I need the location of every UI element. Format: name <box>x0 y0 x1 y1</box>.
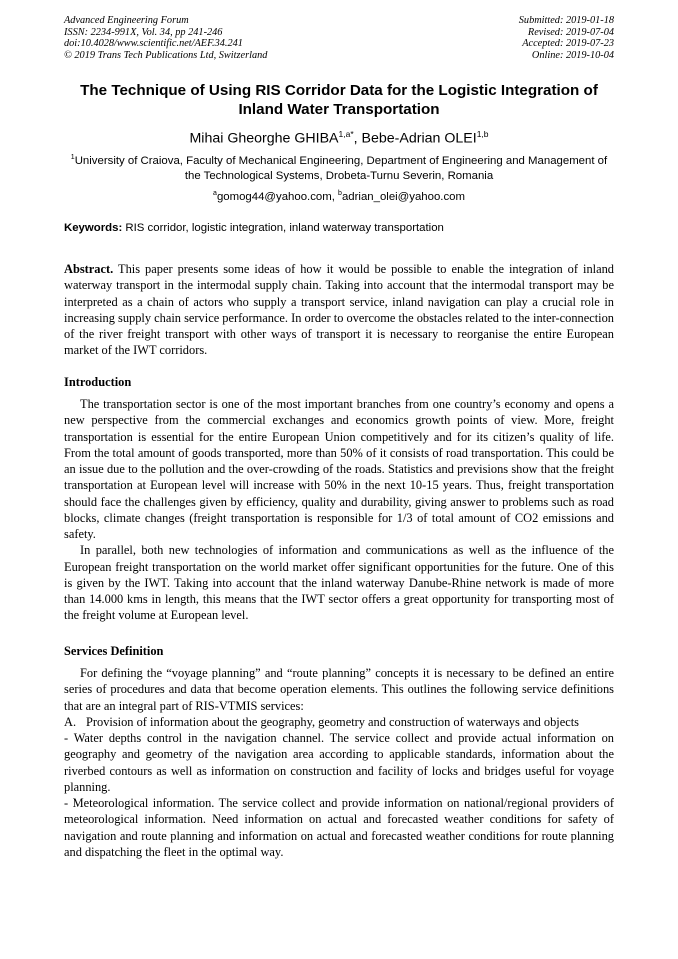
item-a-text: Provision of information about the geography, geometry and construction of waterways and objects <box>86 714 579 729</box>
services-paragraph-1: For defining the “voyage planning” and “route planning” concepts it is necessary to be defined an entire series of procedures and data that become operation elements. This outlines the following service definitions that are an integral part of RIS-VTMIS services: <box>64 666 614 713</box>
email-b: adrian_olei@yahoo.com <box>341 190 465 203</box>
abstract-text: This paper presents some ideas of how it would be possible to enable the integration of inland waterway transport in the intermodal supply chain. Taking into account that the intermodal transport may be interpreted as a chain of actors who supply a transport service, inland navigation can play a crucial role in increasing supply chain service performance. In order to overcome the obstacles related to the inter-connection of the river freight transport with other ways of transport it is necessary to reorganise the entire European market of the IWT corridors. <box>64 262 614 358</box>
services-item-a <box>64 714 614 730</box>
abstract-label: Abstract. <box>64 262 114 276</box>
email-b-mark: b <box>338 190 342 197</box>
journal-issn: ISSN: 2234-991X, Vol. 34, pp 241-246 <box>64 26 223 38</box>
author-emails <box>64 186 614 205</box>
date-online: Online: 2019-10-04 <box>531 49 614 61</box>
date-submitted: Submitted: 2019-01-18 <box>518 15 614 26</box>
services-heading: Services Definition <box>64 644 164 658</box>
author-1: Mihai Gheorghe GHIBA <box>189 130 339 147</box>
email-a: gomog44@yahoo.com, <box>216 190 339 203</box>
date-revised: Revised: 2019-07-04 <box>527 26 614 38</box>
paper-title: The Technique of Using RIS Corridor Data for the Logistic Integration of Inland Water Transportation <box>80 82 598 118</box>
services-body <box>64 665 614 860</box>
journal-copyright: © 2019 Trans Tech Publications Ltd, Switzerland <box>64 49 268 61</box>
author-2-affil-mark: 1,b <box>476 129 489 139</box>
introduction-heading: Introduction <box>64 375 132 389</box>
journal-info <box>64 15 267 61</box>
introduction-body <box>64 396 614 624</box>
affiliation <box>64 150 614 185</box>
journal-doi: doi:10.4028/www.scientific.net/AEF.34.241 <box>64 38 243 50</box>
introduction-paragraph-1: The transportation sector is one of the most important branches from one country’s economy and opens a new perspective from the commercial exchanges and economics growth points of view. More, freight transportation is essential for the entire European Union competitively and for its citizen’s quality of life. From the total amount of goods transported, more than 50% of it consists of road transportation. This could be an issue due to the pollution and the over-crowding of the roads. Statistics and previsions show that the freight transportation at European level will increase with 50% in the next 10-15 years. Thus, freight transportation should face the challenges given by efficiency, quality and durability, giving answer to problems such as road blocks, climate changes (freight transportation is responsible for 1/3 of total amount of CO2 emissions and safety. <box>64 397 614 541</box>
publication-dates <box>519 15 614 61</box>
author-1-affil-mark: 1,a* <box>338 129 354 139</box>
keywords-text: RIS corridor, logistic integration, inland waterway transportation <box>122 222 444 234</box>
affiliation-text: University of Craiova, Faculty of Mechanical Engineering, Department of Engineering and Management of the Technological Systems, Drobeta-Turnu Severin, Romania <box>74 154 608 183</box>
email-a-mark: a <box>213 190 217 197</box>
services-item-water-depths: - Water depths control in the navigation channel. The service collect and provide actual information on geography and geometry of the navigation area according to applicable standards, information about the riverbed contours as well as information on construction and facility of locks and bridges useful for voyage planning. <box>64 731 614 794</box>
item-a-label: A. <box>64 714 77 729</box>
abstract <box>64 261 614 359</box>
keywords-label: Keywords: <box>64 222 123 234</box>
keywords <box>64 221 614 236</box>
journal-name: Advanced Engineering Forum <box>64 15 189 26</box>
author-2: Bebe-Adrian OLEI <box>361 130 477 147</box>
services-item-meteorological: - Meteorological information. The service collect and provide information on national/regional providers of meteorological information. Need information on actual and forecasted weather conditions for safety of navigation and route planning and information on actual and forecasted weather conditions for route planning and dispatching the fleet in the optimal way. <box>64 796 614 859</box>
author-line <box>64 125 614 148</box>
author-separator: , <box>353 130 362 147</box>
introduction-paragraph-2: In parallel, both new technologies of information and communications as well as the influence of the European freight transportation on the world market offer significant opportunities for the future. One of this is given by the IWT. Taking into account that the inland waterway Danube-Rhine network is made of more than 14.000 kms in length, this means that the IWT sector offers a great opportunity for transporting most of the freight volume at European level. <box>64 543 614 623</box>
date-accepted: Accepted: 2019-07-23 <box>522 38 614 50</box>
affiliation-mark: 1 <box>70 154 75 161</box>
